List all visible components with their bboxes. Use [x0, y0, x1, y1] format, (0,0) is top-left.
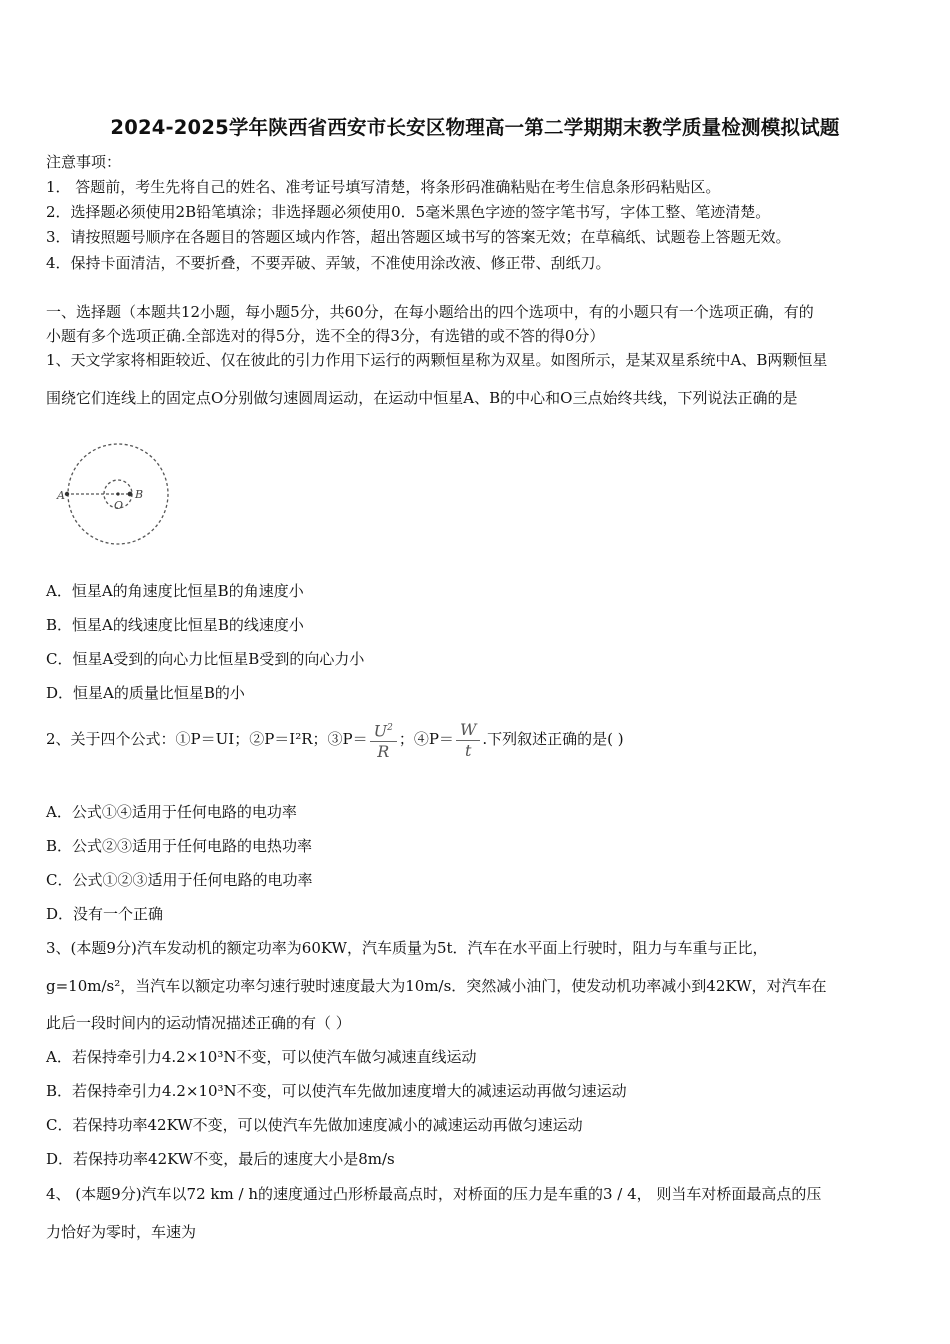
notice-item: 3．请按照题号顺序在各题目的答题区域内作答，超出答题区域书写的答案无效；在草稿纸、试题卷上答题无效。	[46, 228, 791, 246]
option-c: C．若保持功率42KW不变，可以使汽车先做加速度减小的减速运动再做匀速运动	[46, 1116, 583, 1134]
option-c: C．公式①②③适用于任何电路的电功率	[46, 871, 313, 889]
question-4-stem-cont: 力恰好为零时，车速为	[46, 1223, 197, 1241]
option-b: B．若保持牵引力4.2×10³N不变，可以使汽车先做加速度增大的减速运动再做匀速运动	[46, 1082, 627, 1100]
label-o: O	[114, 499, 124, 512]
notice-item: 4．保持卡面清洁，不要折叠，不要弄破、弄皱，不准使用涂改液、修正带、刮纸刀。	[46, 254, 611, 272]
q2-middle: ；④P＝	[398, 730, 454, 749]
option-c: C．恒星A受到的向心力比恒星B受到的向心力小	[46, 650, 365, 668]
question-3-stem-cont: g=10m/s²，当汽车以额定功率匀速行驶时速度最大为10m/s．突然减小油门，使发动机功率减小到42KW，对汽车在	[46, 977, 827, 995]
question-3-stem: 3、(本题9分)汽车发动机的额定功率为60KW，汽车质量为5t．汽车在水平面上行驶时，阻力与车重与正比，	[46, 939, 768, 957]
star-a	[65, 492, 69, 496]
option-a: A．公式①④适用于任何电路的电功率	[46, 803, 297, 821]
option-b: B．公式②③适用于任何电路的电热功率	[46, 837, 313, 855]
center-point-o	[116, 492, 119, 495]
page-title: 2024-2025学年陕西省西安市长安区物理高一第二学期期末教学质量检测模拟试题	[110, 116, 840, 139]
question-3-stem-cont: 此后一段时间内的运动情况描述正确的有（ ）	[46, 1014, 351, 1032]
frac1-den: R	[377, 742, 390, 762]
option-d: D．若保持功率42KW不变，最后的速度大小是8m/s	[46, 1150, 395, 1168]
option-d: D．恒星A的质量比恒星B的小	[46, 684, 245, 702]
notice-heading: 注意事项：	[46, 153, 122, 171]
notice-item: 1． 答题前，考生先将自己的姓名、准考证号填写清楚，将条形码准确粘贴在考生信息条形码粘贴区。	[46, 178, 721, 196]
question-1-stem: 1、天文学家将相距较近、仅在彼此的引力作用下运行的两颗恒星称为双星。如图所示，是某双星系统中A、B两颗恒星	[46, 351, 828, 369]
frac1-num: U	[373, 721, 388, 741]
frac1-sup: 2	[387, 723, 393, 733]
option-d: D．没有一个正确	[46, 905, 164, 923]
question-2-stem	[46, 718, 624, 762]
section-heading: 一、选择题（本题共12小题，每小题5分，共60分，在每小题给出的四个选项中，有的小题只有一个选项正确，有的	[46, 303, 814, 321]
frac2-num: W	[456, 720, 480, 741]
label-a: A	[57, 489, 65, 502]
question-1-stem-cont: 围绕它们连线上的固定点O分别做匀速圆周运动，在运动中恒星A、B的中心和O三点始终共线，下列说法正确的是	[46, 389, 798, 407]
notice-item: 2．选择题必须使用2B铅笔填涂；非选择题必须使用0．5毫米黑色字迹的签字笔书写，字体工整、笔迹清楚。	[46, 203, 771, 221]
star-b	[128, 492, 133, 497]
frac2-den: t	[464, 740, 472, 760]
option-a: A．恒星A的角速度比恒星B的角速度小	[46, 582, 304, 600]
q2-prefix: 2、关于四个公式：①P＝UI；②P＝I²R；③P＝	[46, 730, 368, 749]
label-b: B	[135, 488, 144, 501]
formula-w-over-t	[456, 720, 480, 761]
binary-star-diagram	[50, 428, 180, 563]
formula-u2-over-r	[370, 718, 397, 762]
section-instructions: 小题有多个选项正确.全部选对的得5分，选不全的得3分，有选错的或不答的得0分）	[46, 327, 605, 345]
option-b: B．恒星A的线速度比恒星B的线速度小	[46, 616, 304, 634]
option-a: A．若保持牵引力4.2×10³N不变，可以使汽车做匀减速直线运动	[46, 1048, 477, 1066]
q2-suffix: .下列叙述正确的是( )	[482, 730, 624, 749]
question-4-stem: 4、 (本题9分)汽车以72 km / h的速度通过凸形桥最高点时，对桥面的压力是车重的3 / 4， 则当车对桥面最高点的压	[46, 1185, 822, 1203]
